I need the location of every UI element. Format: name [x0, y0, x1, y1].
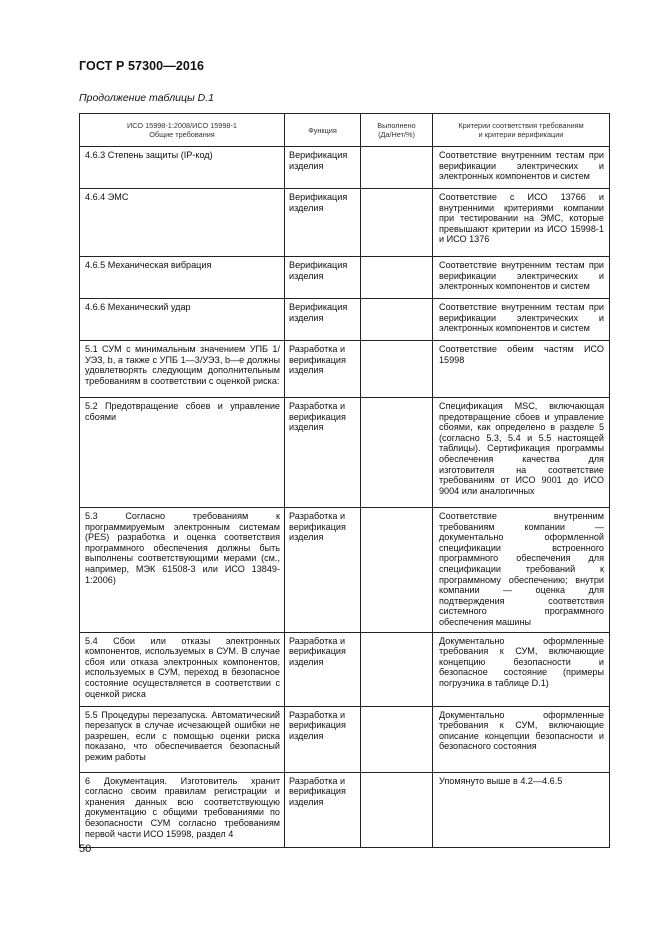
- function-cell: Разработка и верификация изделия: [285, 341, 361, 398]
- criteria-cell: Соответствие с ИСО 13766 и внутренними критериями компании при тестировании на ЭМС, которые превышают критерии из ИСО 15998-1 и ИСО 1376: [433, 189, 610, 257]
- criteria-cell: Спецификация MSC, включающая предотвращение сбоев и управление сбоями, как определено в разделе 5 (согласно 5.3, 5.4 и 5.5 настоящей таблицы). Сертификация программы обеспечения качества для изготовителя на соответствие требованиям от ИСО 9001 до ИСО 9004 или аналогичных: [433, 398, 610, 508]
- page-number: 50: [79, 843, 92, 855]
- criteria-cell: Упомянуто выше в 4.2—4.6.5: [433, 772, 610, 847]
- requirement-cell: 5.5 Процедуры перезапуска. Автоматический перезапуск в случае исчезающей ошибки не разрешен, если с помощью оценки риска показано, что обеспечивается безопасный режим работы: [80, 706, 285, 772]
- criteria-cell: Документально оформленные требования к СУМ, включающие концепцию безопасности и безопасное состояние (примеры погрузчика в таблице D.1): [433, 632, 610, 706]
- function-cell: Верификация изделия: [285, 189, 361, 257]
- done-cell: [361, 189, 433, 257]
- table-row: [80, 257, 610, 299]
- done-cell: [361, 147, 433, 189]
- done-cell: [361, 706, 433, 772]
- requirement-cell: 5.3 Согласно требованиям к программируемым электронным системам (PES) разработка и оценка соответствия программного обеспечения должны быть выполнены соответствующими мерами (см., например, МЭК 61508-3 или ИСО 13849-1:2006): [80, 508, 285, 633]
- function-cell: Разработка и верификация изделия: [285, 772, 361, 847]
- function-cell: Верификация изделия: [285, 147, 361, 189]
- done-cell: [361, 398, 433, 508]
- done-cell: [361, 772, 433, 847]
- requirement-cell: 4.6.5 Механическая вибрация: [80, 257, 285, 299]
- function-cell: Разработка и верификация изделия: [285, 508, 361, 633]
- table-row: [80, 772, 610, 847]
- column-header-criteria: Критерии соответствия требованиям и критерии верификации: [433, 114, 610, 147]
- done-cell: [361, 299, 433, 341]
- column-header-function: Функция: [285, 114, 361, 147]
- requirement-cell: 5.1 СУМ с минимальным значением УПБ 1/УЭЗ, b, а также с УПБ 1—3/УЭЗ, b—e должны удовлетворять следующим дополнительным требованиям в соответствии с оценкой риска:: [80, 341, 285, 398]
- requirements-table: [79, 113, 610, 848]
- column-header-requirements: ИСО 15998-1:2008/ИСО 15998-1 Общие требования: [80, 114, 285, 147]
- criteria-cell: Документально оформленные требования к СУМ, включающие описание концепции безопасности и безопасного состояния: [433, 706, 610, 772]
- table-row: [80, 398, 610, 508]
- table-row: [80, 147, 610, 189]
- requirement-cell: 6 Документация. Изготовитель хранит согласно своим правилам регистрации и хранения данных всю соответствующую документацию с общими требованиями по безопасности СУМ согласно требованиям первой части ИСО 15998, раздел 4: [80, 772, 285, 847]
- table-row: [80, 508, 610, 633]
- table-header-row: [80, 114, 610, 147]
- criteria-cell: Соответствие внутренним тестам при верификации электрических и электронных компонентов и систем: [433, 147, 610, 189]
- requirement-cell: 4.6.4 ЭМС: [80, 189, 285, 257]
- table-row: [80, 299, 610, 341]
- criteria-cell: Соответствие внутренним тестам при верификации электрических и электронных компонентов и систем: [433, 299, 610, 341]
- requirement-cell: 5.4 Сбои или отказы электронных компонентов, используемых в СУМ. В случае сбоя или отказа электронных компонентов, используемых в СУМ, переход в безопасное состояние осуществляется в соответствии с оценкой риска: [80, 632, 285, 706]
- requirement-cell: 5.2 Предотвращение сбоев и управление сбоями: [80, 398, 285, 508]
- function-cell: Верификация изделия: [285, 299, 361, 341]
- function-cell: Разработка и верификация изделия: [285, 706, 361, 772]
- table-row: [80, 189, 610, 257]
- column-header-done: Выполнено (Да/Нет/%): [361, 114, 433, 147]
- done-cell: [361, 632, 433, 706]
- criteria-cell: Соответствие внутренним тестам при верификации электрических и электронных компонентов и систем: [433, 257, 610, 299]
- function-cell: Разработка и верификация изделия: [285, 632, 361, 706]
- done-cell: [361, 341, 433, 398]
- document-header-title: ГОСТ Р 57300—2016: [79, 59, 205, 73]
- function-cell: Верификация изделия: [285, 257, 361, 299]
- table-body: [80, 147, 610, 848]
- table-row: [80, 632, 610, 706]
- criteria-cell: Соответствие обеим частям ИСО 15998: [433, 341, 610, 398]
- table-caption: Продолжение таблицы D.1: [79, 92, 214, 104]
- table-row: [80, 706, 610, 772]
- table-row: [80, 341, 610, 398]
- function-cell: Разработка и верификация изделия: [285, 398, 361, 508]
- done-cell: [361, 257, 433, 299]
- done-cell: [361, 508, 433, 633]
- requirement-cell: 4.6.6 Механический удар: [80, 299, 285, 341]
- requirement-cell: 4.6.3 Степень защиты (IP-код): [80, 147, 285, 189]
- criteria-cell: Соответствие внутренним требованиям компании — документально оформленной спецификации встроенного программного обеспечения для спецификации требований к программному обеспечению; внутри компании — оценка для подтверждения соответствия системного программного обеспечения машины: [433, 508, 610, 633]
